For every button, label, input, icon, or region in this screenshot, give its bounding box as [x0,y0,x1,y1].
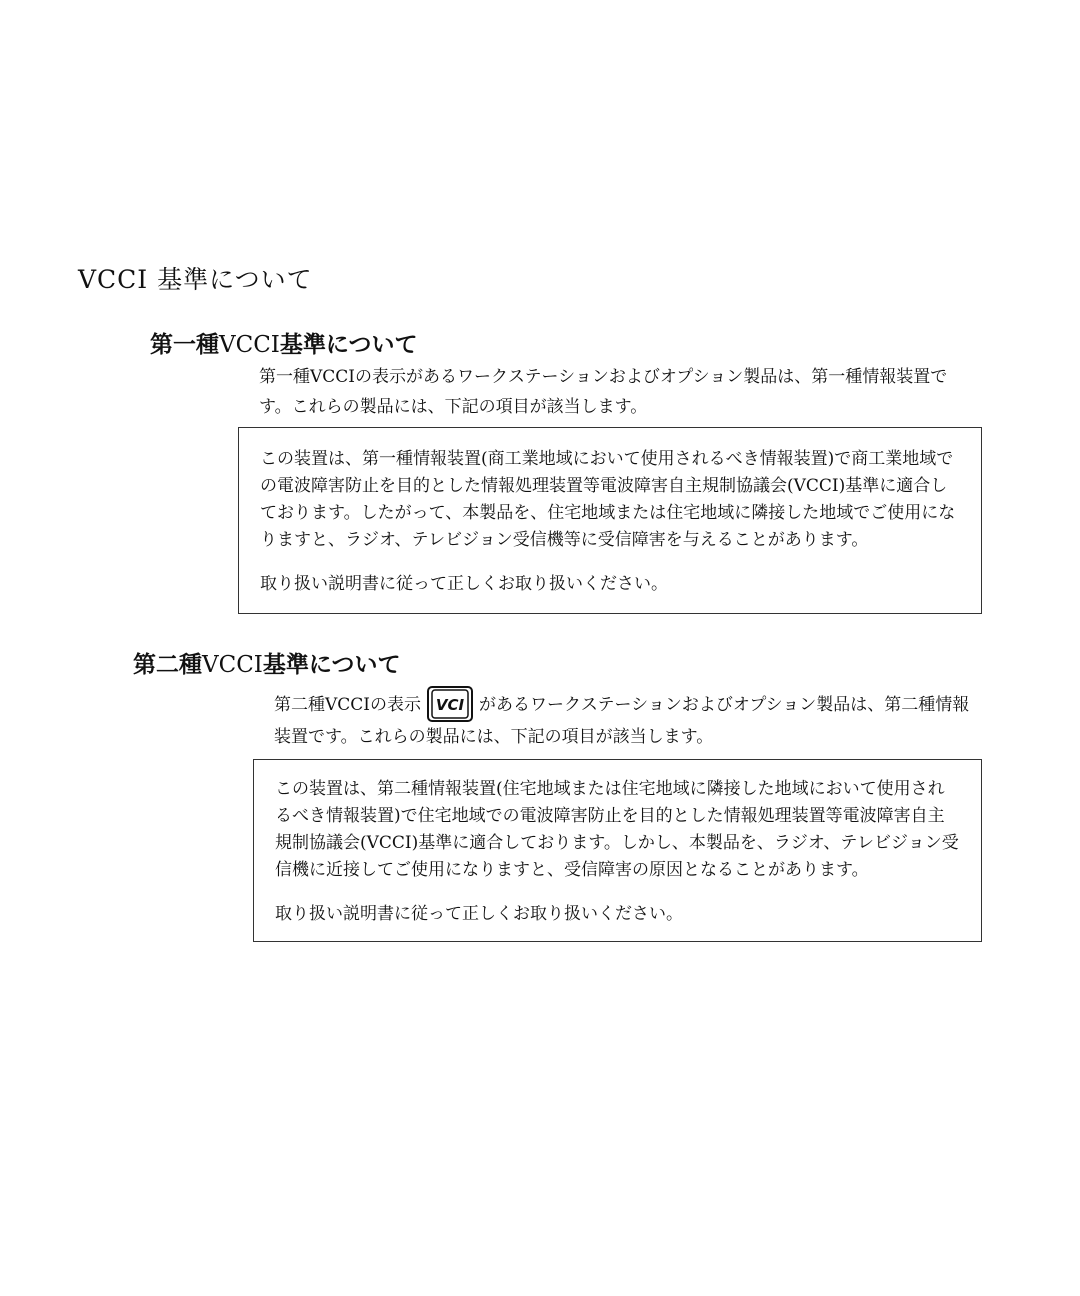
class1-handling-text: 取り扱い説明書に従って正しくお取り扱いください。 [260,574,668,594]
class1-intro: 第一種VCCIの表示があるワークステーションおよびオプション製品は、第一種情報装置です。これらの製品には、下記の項目が該当します。 [259,367,948,417]
class1-notice-box [238,427,982,614]
class2-notice-box [253,759,982,942]
class2-heading-prefix: 第二種 [133,652,202,678]
class2-intro-before-mark: 第二種VCCIの表示 [274,695,422,715]
class2-heading [133,646,400,679]
page-title: VCCI 基準について [78,265,313,294]
class2-intro-after-mark: があるワークステーションおよびオプション製品は、第二種情報装置です。これらの製品には、下記の項目が該当します。 [274,695,970,747]
class2-heading-suffix: 基準について [262,652,401,678]
class2-notice-text: この装置は、第二種情報装置(住宅地域または住宅地域に隣接した地域において使用されるべき情報装置)で住宅地域での電波障害防止を目的とした情報処理装置等電波障害自主規制協議会(VCCI)基準に適合しております。しかし、本製品を、ラジオ、テレビジョン受信機に近接してご使用になりますと、受信障害の原因となることがあります。 [275,779,959,880]
class1-heading-prefix: 第一種 [150,332,219,358]
vcci-mark-icon [427,686,473,722]
class1-heading [150,326,417,359]
vcci-mark-label: VCI [435,696,465,714]
class1-notice-text: この装置は、第一種情報装置(商工業地域において使用されるべき情報装置)で商工業地域での電波障害防止を目的とした情報処理装置等電波障害自主規制協議会(VCCI)基準に適合しております。したがって、本製品を、住宅地域または住宅地域に隣接した地域でご使用になりますと、ラジオ、テレビジョン受信機等に受信障害を与えることがあります。 [260,449,956,550]
class1-heading-vcci: VCCI [219,332,280,358]
class1-heading-suffix: 基準について [279,332,418,358]
class2-handling-text: 取り扱い説明書に従って正しくお取り扱いください。 [275,904,683,924]
class2-heading-vcci: VCCI [202,652,263,678]
class2-intro [274,686,980,752]
